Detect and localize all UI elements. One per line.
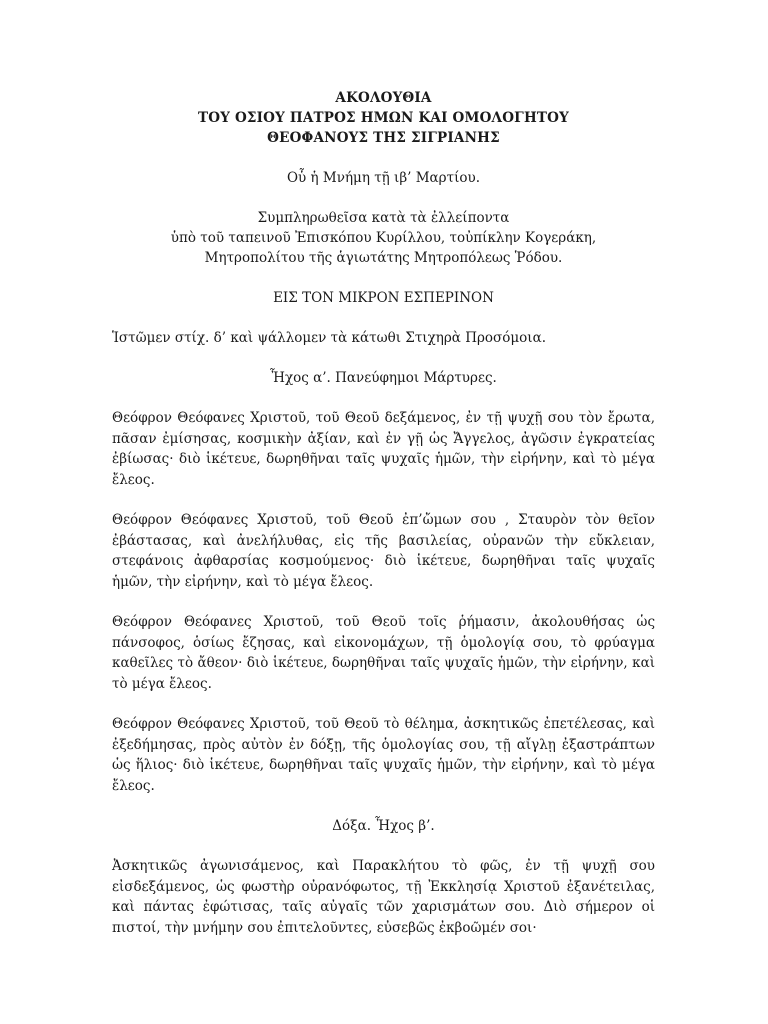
sticheron-1: Θεόφρον Θεόφανες Χριστοῦ, τοῦ Θεοῦ δεξάμενος, ἐν τῇ ψυχῇ σου τὸν ἔρωτα, πᾶσαν ἐμίσησας, κοσμικὴν ἀξίαν, καὶ ἐν γῇ ὡς Ἄγγελος, ἀγῶσιν ἐγκρατείας ἐβίωσας· διὸ ἱκέτευε, δωρηθῆναι ταῖς ψυχαῖς ἡμῶν, τὴν εἰρήνην, καὶ τὸ μέγα ἔλεος. bbox=[112, 410, 655, 488]
compiler-line-3: Μητροπολίτου τῆς ἁγιωτάτης Μητροπόλεως Ῥόδου. bbox=[204, 250, 563, 266]
doxa-heading: Δόξα. Ἦχος β’. bbox=[332, 818, 435, 834]
tone-heading: Ἦχος α’. Πανεύφημοι Μάρτυρες. bbox=[270, 370, 497, 386]
intro-rubric: Ἱστῶμεν στίχ. δ’ καὶ ψάλλομεν τὰ κάτωθι Στιχηρὰ Προσόμοια. bbox=[112, 330, 546, 346]
compiler-line-2: ὑπὸ τοῦ ταπεινοῦ Ἐπισκόπου Κυρίλλου, τοὐπίκλην Κογεράκη, bbox=[170, 230, 597, 246]
title-line-2: ΤΟΥ ΟΣΙΟΥ ΠΑΤΡΟΣ ΗΜΩΝ ΚΑΙ ΟΜΟΛΟΓΗΤΟΥ bbox=[198, 110, 569, 126]
document-page bbox=[112, 88, 655, 938]
sticheron-2: Θεόφρον Θεόφανες Χριστοῦ, τοῦ Θεοῦ ἐπ’ὤμων σου , Σταυρὸν τὸν θεῖον ἐβάστασας, καὶ ἀνελήλυθας, εἰς τῆς βασιλείας, οὐρανῶν τὴν εὔκλειαν, στεφάνοις ἀφθαρσίας κοσμούμενος· διὸ ἱκέτευε, δωρηθῆναι ταῖς ψυχαῖς ἡμῶν, τὴν εἰρήνην, καὶ τὸ μέγα ἔλεος. bbox=[112, 512, 655, 590]
compiler-line-1: Συμπληρωθεῖσα κατὰ τὰ ἐλλείποντα bbox=[257, 210, 510, 226]
sticheron-3: Θεόφρον Θεόφανες Χριστοῦ, τοῦ Θεοῦ τοῖς ῥήμασιν, ἀκολουθήσας ὡς πάνσοφος, ὁσίως ἔζησας, καὶ εἰκονομάχων, τῇ ὁμολογίᾳ σου, τὸ φρύαγμα καθεῖλες τὸ ἄθεον· διὸ ἱκέτευε, δωρηθῆναι ταῖς ψυχαῖς ἡμῶν, τὴν εἰρήνην, καὶ τὸ μέγα ἔλεος. bbox=[112, 614, 655, 692]
sticheron-4: Θεόφρον Θεόφανες Χριστοῦ, τοῦ Θεοῦ τὸ θέλημα, ἀσκητικῶς ἐπετέλεσας, καὶ ἐξεδήμησας, πρὸς αὐτὸν ἐν δόξῃ, τῆς ὁμολογίας σου, τῇ αἴγλῃ ἐξαστράπτων ὡς ἥλιος· διὸ ἱκέτευε, δωρηθῆναι ταῖς ψυχαῖς ἡμῶν, τὴν εἰρήνην, καὶ τὸ μέγα ἔλεος. bbox=[112, 716, 655, 794]
doxastikon-paragraph: Ἀσκητικῶς ἀγωνισάμενος, καὶ Παρακλήτου τὸ φῶς, ἐν τῇ ψυχῇ σου εἰσδεξάμενος, ὡς φωστὴρ οὐρανόφωτος, τῇ Ἐκκλησίᾳ Χριστοῦ ἐξανέτειλας, καὶ πάντας ἐφώτισας, ταῖς αὐγαῖς τῶν χαρισμάτων σου. Διὸ σήμερον οἱ πιστοί, τὴν μνήμην σου ἐπιτελοῦντες, εὐσεβῶς ἐκβοῶμέν σοι· bbox=[112, 858, 655, 936]
document-title bbox=[112, 88, 655, 148]
compiler-note bbox=[112, 208, 655, 268]
memory-date: Οὗ ἡ Μνήμη τῇ ιβ’ Μαρτίου. bbox=[286, 170, 480, 186]
title-line-3: ΘΕΟΦΑΝΟΥΣ ΤΗΣ ΣΙΓΡΙΑΝΗΣ bbox=[267, 130, 500, 146]
title-line-1: ΑΚΟΛΟΥΘΙΑ bbox=[335, 90, 432, 106]
section-title: ΕΙΣ ΤΟΝ ΜΙΚΡΟΝ ΕΣΠΕΡΙΝΟΝ bbox=[273, 290, 494, 306]
